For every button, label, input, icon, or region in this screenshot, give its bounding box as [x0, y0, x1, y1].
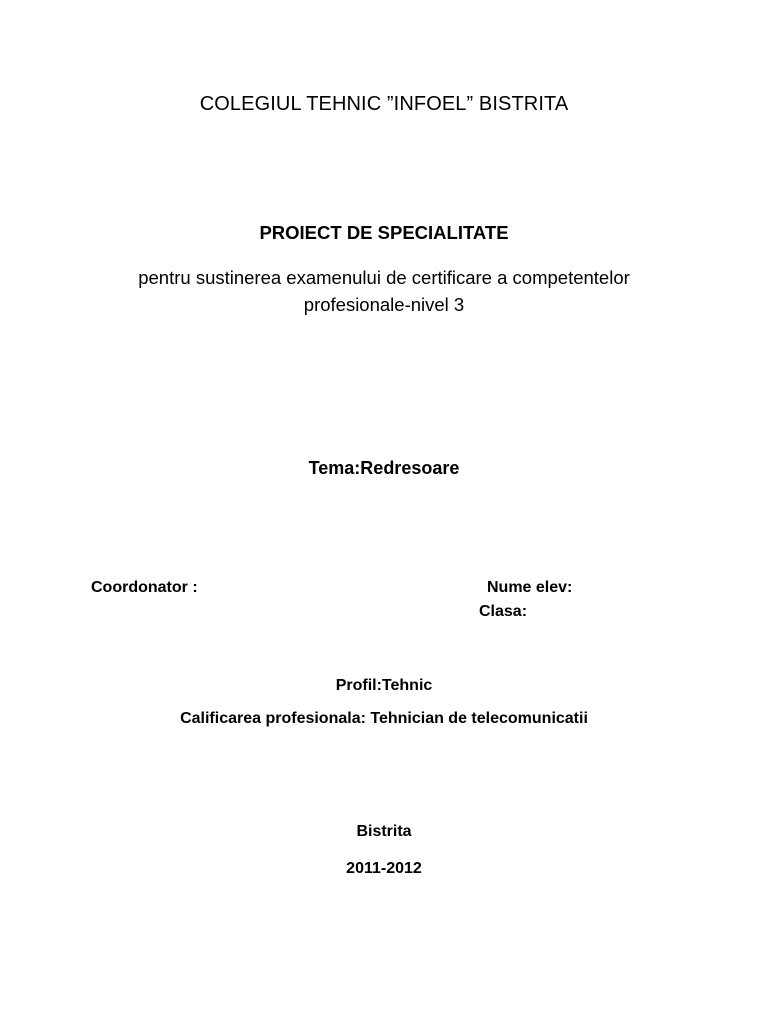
project-theme: Tema:Redresoare [308, 458, 460, 478]
project-subtitle [0, 264, 768, 318]
student-name-label: Nume elev: [487, 579, 573, 596]
city-name: Bistrita [356, 823, 412, 840]
school-year: 2011-2012 [346, 860, 422, 877]
coordinator-label: Coordonator : [91, 579, 198, 596]
project-subtitle-line-2: profesionale-nivel 3 [303, 294, 465, 315]
project-subtitle-line-1: pentru sustinerea examenului de certificare a competentelor [138, 267, 630, 288]
project-title: PROIECT DE SPECIALITATE [259, 222, 509, 243]
school-name-heading: COLEGIUL TEHNIC ”INFOEL” BISTRITA [199, 93, 569, 115]
profile-text: Profil:Tehnic [335, 677, 433, 694]
qualification-text: Calificarea profesionala: Tehnician de telecomunicatii [180, 710, 588, 727]
class-label: Clasa: [479, 603, 528, 620]
